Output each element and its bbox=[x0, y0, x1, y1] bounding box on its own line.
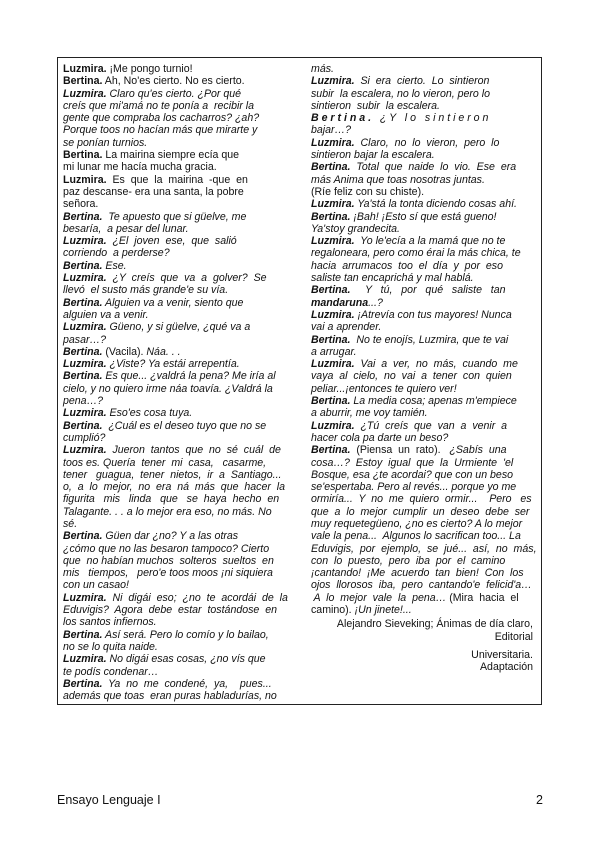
dialogue-line bbox=[63, 383, 289, 395]
dialogue-line bbox=[311, 457, 537, 469]
dialogue-line bbox=[63, 321, 289, 333]
dialogue-line bbox=[311, 260, 537, 272]
speaker-name: Bertina. bbox=[63, 259, 103, 272]
dialogue-line bbox=[311, 432, 537, 444]
speaker-name: Bertina. bbox=[63, 677, 103, 690]
dialogue-text: La media cosa; apenas m'empiece bbox=[350, 395, 517, 408]
dialogue-line bbox=[63, 653, 289, 665]
dialogue-line bbox=[311, 604, 537, 616]
dialogue-text: más Anima que toas nosotras juntas. bbox=[311, 173, 485, 186]
dialogue-text: Ya'stoy grandecita. bbox=[311, 222, 400, 235]
dialogue-line bbox=[63, 604, 289, 616]
footer-label: Ensayo Lenguaje I bbox=[57, 793, 161, 807]
dialogue-line bbox=[63, 420, 289, 432]
page-number: 2 bbox=[536, 793, 543, 807]
dialogue-line bbox=[311, 272, 537, 284]
dialogue-line bbox=[63, 235, 289, 247]
dialogue-text: cielo, y no quiero irme náa toavía. ¿Valdrá la bbox=[63, 382, 273, 395]
dialogue-line bbox=[63, 112, 289, 124]
stage-direction-text: ¡Me pongo turnio! bbox=[106, 63, 193, 75]
dialogue-line bbox=[63, 124, 289, 136]
dialogue-line bbox=[63, 174, 289, 186]
dialogue-line bbox=[63, 555, 289, 567]
dialogue-line bbox=[63, 530, 289, 542]
citation-line: Alejandro Sieveking; Ánimas de día claro, bbox=[336, 618, 533, 631]
dialogue-text: Total que naide lo vio. Ese era bbox=[350, 161, 517, 174]
dialogue-line bbox=[63, 444, 289, 456]
dialogue-line bbox=[311, 321, 537, 333]
dialogue-line bbox=[311, 518, 537, 530]
dialogue-text: a arrugar. bbox=[311, 345, 357, 358]
dialogue-text: ¡Bah! ¡Esto sí que está gueno! bbox=[350, 210, 497, 223]
dialogue-line bbox=[63, 161, 289, 173]
dialogue-line bbox=[63, 481, 289, 493]
dialogue-text: se'espertaba. Pero al revés... porque yo me bbox=[311, 481, 517, 494]
dialogue-text: ¡Atrevía con tus mayores! Nunca bbox=[354, 308, 512, 321]
dialogue-text: hacia arrumacos too el día y por eso bbox=[311, 259, 503, 272]
stage-direction-text: (Ríe feliz con su chiste). bbox=[311, 185, 425, 198]
dialogue-text: cumplió? bbox=[63, 431, 106, 444]
dialogue-text: que a lo mejor cumplir un deseo debe ser bbox=[311, 505, 530, 518]
speaker-name: Luzmira. bbox=[311, 419, 355, 432]
dialogue-text: los santos infiernos. bbox=[63, 616, 157, 629]
speaker-name: Bertina. bbox=[311, 333, 351, 346]
dialogue-text: Ya'stá la tonta diciendo cosas ahí. bbox=[354, 198, 517, 211]
dialogue-text: A lo mejor vale la pena… bbox=[311, 591, 450, 604]
dialogue-text: vale la pena... Algunos lo sacrifican too... La bbox=[311, 530, 521, 543]
dialogue-line bbox=[63, 543, 289, 555]
dialogue-text: vai a aprender. bbox=[311, 321, 382, 334]
speaker-name: Luzmira. bbox=[63, 235, 107, 248]
dialogue-line bbox=[63, 432, 289, 444]
dialogue-text: Te apuesto que si güelve, me bbox=[102, 210, 247, 223]
speaker-name: Bertina. bbox=[311, 284, 351, 297]
dialogue-text: Alguien va a venir, siento que bbox=[102, 296, 244, 309]
dialogue-line bbox=[311, 309, 537, 321]
dialogue-line bbox=[63, 63, 289, 75]
dialogue-line bbox=[63, 149, 289, 161]
dialogue-text: ¿Viste? Ya estái arrepentía. bbox=[106, 358, 240, 371]
dialogue-text: Ni digái eso; ¿no te acordái de la bbox=[106, 591, 288, 604]
dialogue-line bbox=[311, 161, 537, 173]
dialogue-line bbox=[311, 444, 537, 456]
dialogue-line bbox=[63, 198, 289, 210]
dialogue-text: ¡cantando! ¡Me acuerdo tan bien! Con los bbox=[311, 567, 524, 580]
speaker-name: Bertina. bbox=[311, 210, 351, 223]
speaker-name: Bertina. bbox=[311, 161, 351, 174]
dialogue-text: gente que compraba los cacharros? ¿ah? bbox=[63, 112, 260, 125]
dialogue-line bbox=[63, 666, 289, 678]
dialogue-text: Jueron tantos que no sé cuál de bbox=[106, 444, 281, 457]
dialogue-line bbox=[63, 678, 289, 690]
dialogue-text: Güeno, y si güelve, ¿qué va a bbox=[106, 321, 251, 334]
dialogue-line bbox=[311, 358, 537, 370]
dialogue-text: ojos llorosos iba, pero cantando'e felicid'a… bbox=[311, 579, 532, 592]
dialogue-text: a aburrir, me voy tamién. bbox=[311, 407, 428, 420]
dialogue-line bbox=[63, 616, 289, 628]
dialogue-line bbox=[311, 223, 537, 235]
dialogue-line bbox=[63, 506, 289, 518]
speaker-name: Bertina. bbox=[63, 75, 103, 88]
dialogue-text: bajar…? bbox=[311, 124, 352, 137]
dialogue-text: que no habían muchos solteros sueltos en bbox=[63, 554, 274, 567]
dialogue-line bbox=[311, 334, 537, 346]
dialogue-text: Claro, no lo vieron, pero lo bbox=[354, 136, 500, 149]
stage-direction-text: (Piensa un rato). bbox=[350, 444, 444, 457]
dialogue-text: ¿cómo que no las besaron tampoco? Cierto bbox=[63, 542, 270, 555]
speaker-name: Bertina. bbox=[311, 395, 351, 408]
dialogue-text: Eduvigis, por ejemplo, se jué... así, no más, bbox=[311, 542, 537, 555]
stage-direction-text: paz descanse- era una santa, la pobre bbox=[63, 185, 244, 198]
dialogue-line bbox=[311, 186, 537, 198]
dialogue-line bbox=[63, 395, 289, 407]
dialogue-line bbox=[63, 690, 289, 702]
dialogue-text: ormiría... Y no me quiero ormir... Pero es bbox=[311, 493, 532, 506]
speaker-name: Luzmira. bbox=[63, 173, 107, 186]
speaker-name: Bertina. bbox=[63, 628, 103, 641]
speaker-name: Luzmira. bbox=[311, 75, 355, 88]
dialogue-line bbox=[311, 469, 537, 481]
dialogue-line bbox=[63, 223, 289, 235]
dialogue-text: toos es. Quería tener mi casa, casarme, bbox=[63, 456, 267, 469]
dialogue-text: Es que... ¿valdrá la pena? Me iría al bbox=[102, 370, 276, 383]
dialogue-line bbox=[63, 358, 289, 370]
speaker-name: Luzmira. bbox=[63, 653, 107, 666]
dialogue-text: Bosque, esa ¿te acordai? que con un beso bbox=[311, 468, 514, 481]
stage-direction-text: La mairina siempre ecía que bbox=[102, 149, 240, 162]
dialogue-text: pena…? bbox=[63, 395, 104, 408]
dialogue-line bbox=[311, 124, 537, 136]
dialogue-text: Vai a ver, no más, cuando me bbox=[354, 358, 518, 371]
dialogue-line bbox=[63, 88, 289, 100]
dialogue-text: corriendo a perderse? bbox=[63, 247, 170, 260]
citation-line: Adaptación bbox=[479, 661, 533, 674]
dialogue-line bbox=[63, 247, 289, 259]
text-frame bbox=[57, 57, 542, 705]
speaker-name: Bertina. bbox=[63, 149, 103, 162]
dialogue-text: ¿ Y l o s i n t i e r o n bbox=[371, 112, 489, 125]
speaker-name: Luzmira. bbox=[63, 321, 107, 334]
dialogue-text: cosa…? Estoy igual que la Urmiente 'el bbox=[311, 456, 514, 469]
dialogue-text: peliar...¡entonces te quiero ver! bbox=[311, 382, 457, 395]
dialogue-text: más. bbox=[311, 63, 334, 75]
dialogue-text: Yo le'ecía a la mamá que no te bbox=[354, 235, 506, 248]
dialogue-line bbox=[311, 383, 537, 395]
dialogue-text: mis tiempos, pero'e toos moos ¡ni siquiera bbox=[63, 567, 273, 580]
dialogue-line bbox=[311, 149, 537, 161]
speaker-name: Bertina. bbox=[311, 444, 351, 457]
speaker-name: Luzmira. bbox=[63, 87, 107, 100]
speaker-name: Luzmira. bbox=[311, 308, 355, 321]
speaker-name: Luzmira. bbox=[311, 358, 355, 371]
dialogue-line bbox=[63, 579, 289, 591]
dialogue-text: pasar…? bbox=[63, 333, 106, 346]
dialogue-text: Y tú, por qué saliste tan bbox=[350, 284, 506, 297]
dialogue-text: se ponían turnios. bbox=[63, 136, 148, 149]
dialogue-line bbox=[311, 174, 537, 186]
dialogue-line bbox=[311, 297, 537, 309]
dialogue-line bbox=[63, 186, 289, 198]
dialogue-text: sintieron subir la escalera. bbox=[311, 99, 440, 112]
dialogue-line bbox=[63, 407, 289, 419]
dialogue-text: figurita mis linda que se haya hecho en bbox=[63, 493, 280, 506]
dialogue-line bbox=[63, 592, 289, 604]
dialogue-text: tener guagua, tener nietos, ir a Santiago... bbox=[63, 468, 282, 481]
dialogue-line bbox=[311, 137, 537, 149]
dialogue-text: creís que mi'amá no te ponía a recibir la bbox=[63, 99, 255, 112]
dialogue-line bbox=[63, 567, 289, 579]
dialogue-line bbox=[311, 247, 537, 259]
dialogue-line bbox=[311, 567, 537, 579]
dialogue-line bbox=[311, 555, 537, 567]
dialogue-line bbox=[311, 579, 537, 591]
dialogue-line bbox=[311, 481, 537, 493]
citation-line: Editorial bbox=[494, 630, 533, 643]
dialogue-line bbox=[311, 75, 537, 87]
dialogue-line bbox=[311, 395, 537, 407]
stage-direction-text: Ah, No'es cierto. No es cierto. bbox=[102, 75, 245, 88]
dialogue-text: Así será. Pero lo comío y lo bailao, bbox=[102, 628, 269, 641]
stage-direction-text: Es que la mairina -que en bbox=[106, 173, 248, 186]
dialogue-line bbox=[311, 112, 537, 124]
dialogue-line bbox=[63, 260, 289, 272]
left-column bbox=[63, 63, 289, 702]
dialogue-text: Claro qu'es cierto. ¿Por qué bbox=[106, 87, 242, 100]
dialogue-line bbox=[63, 518, 289, 530]
dialogue-line bbox=[63, 493, 289, 505]
dialogue-text: Eduvigis? Agora debe estar tostándose en bbox=[63, 604, 277, 617]
dialogue-line bbox=[63, 346, 289, 358]
speaker-name: Luzmira. bbox=[311, 235, 355, 248]
speaker-name: Bertina. bbox=[63, 210, 103, 223]
right-column bbox=[311, 63, 537, 674]
dialogue-line bbox=[311, 420, 537, 432]
dialogue-text: no se lo quita naide. bbox=[63, 640, 158, 653]
dialogue-line bbox=[63, 100, 289, 112]
speaker-name: Bertina. bbox=[63, 296, 103, 309]
dialogue-line bbox=[311, 370, 537, 382]
dialogue-text: ¿Cuál es el deseo tuyo que no se bbox=[102, 419, 267, 432]
dialogue-line bbox=[311, 211, 537, 223]
dialogue-text: con lo puesto, pero iba por el camino bbox=[311, 554, 506, 567]
dialogue-line bbox=[311, 63, 537, 75]
dialogue-text: sé. bbox=[63, 517, 78, 530]
stage-direction-text: mi lunar me hacía mucha gracia. bbox=[63, 161, 217, 174]
dialogue-line bbox=[63, 370, 289, 382]
speaker-name: Luzmira. bbox=[311, 198, 355, 211]
speaker-name: Luzmira. bbox=[63, 407, 107, 420]
dialogue-text: te podís condenar… bbox=[63, 665, 159, 678]
speaker-name: mandaruna bbox=[311, 296, 369, 309]
dialogue-text: llevó el susto más grande'e su vía. bbox=[63, 284, 229, 297]
dialogue-text: subir la escalera, no lo vieron, pero lo bbox=[311, 87, 491, 100]
dialogue-text: vaya al cielo, no vai a tener con quien bbox=[311, 370, 512, 383]
dialogue-text: sintieron bajar la escalera. bbox=[311, 149, 435, 162]
dialogue-line bbox=[63, 75, 289, 87]
dialogue-text: No digái esas cosas, ¿no vís que bbox=[106, 653, 266, 666]
dialogue-text: Ya no me condené, ya, pues... bbox=[102, 677, 272, 690]
dialogue-line bbox=[311, 407, 537, 419]
citation-line: Universitaria. bbox=[471, 648, 533, 661]
speaker-name: Bertina. bbox=[63, 530, 103, 543]
dialogue-text: Si era cierto. Lo sintieron bbox=[354, 75, 490, 88]
dialogue-text: o, a lo mejor, no era ná más que hacer la bbox=[63, 481, 285, 494]
dialogue-line bbox=[311, 493, 537, 505]
dialogue-text: ¿Tú creís que van a venir a bbox=[354, 419, 508, 432]
dialogue-line bbox=[63, 457, 289, 469]
dialogue-text: besaría, a pesar del lunar. bbox=[63, 222, 189, 235]
speaker-name: Luzmira. bbox=[63, 272, 107, 285]
dialogue-line bbox=[311, 506, 537, 518]
dialogue-text: hacer cola pa darte un beso? bbox=[311, 431, 449, 444]
dialogue-text: Talagante. . . a lo mejor era eso, no más. No bbox=[63, 505, 272, 518]
dialogue-text: regaloneara, pero como érai la más chica, te bbox=[311, 247, 521, 260]
dialogue-text: alguien va a venir. bbox=[63, 308, 149, 321]
stage-direction-text: (Mira hacia el bbox=[449, 591, 519, 604]
speaker-name: Bertina. bbox=[63, 345, 103, 358]
dialogue-line bbox=[311, 592, 537, 604]
dialogue-text: ¿El joven ese, que salió bbox=[106, 235, 237, 248]
dialogue-line bbox=[63, 211, 289, 223]
dialogue-text: muy requetegüeno, ¿no es cierto? A lo mejor bbox=[311, 517, 523, 530]
dialogue-line bbox=[63, 309, 289, 321]
speaker-name: Luzmira. bbox=[63, 358, 107, 371]
dialogue-line bbox=[311, 100, 537, 112]
stage-direction-text: camino). bbox=[311, 604, 355, 617]
speaker-name: B e r t i n a . bbox=[311, 112, 372, 125]
speaker-name: Luzmira. bbox=[63, 444, 107, 457]
dialogue-text: Ese. bbox=[102, 259, 127, 272]
dialogue-line bbox=[63, 641, 289, 653]
dialogue-line bbox=[63, 469, 289, 481]
speaker-name: Luzmira. bbox=[311, 136, 355, 149]
dialogue-line bbox=[63, 284, 289, 296]
dialogue-text: Porque toos no hacían más que mirarte y bbox=[63, 124, 258, 137]
dialogue-line bbox=[311, 543, 537, 555]
dialogue-text: Güen dar ¿no? Y a las otras bbox=[102, 530, 239, 543]
speaker-name: Bertina. bbox=[63, 370, 103, 383]
dialogue-text: además que toas eran puras habladurías, no bbox=[63, 690, 277, 703]
dialogue-line bbox=[63, 137, 289, 149]
dialogue-line bbox=[311, 235, 537, 247]
dialogue-line bbox=[311, 198, 537, 210]
dialogue-line bbox=[63, 272, 289, 284]
dialogue-line bbox=[311, 88, 537, 100]
dialogue-line bbox=[311, 346, 537, 358]
stage-direction-text: señora. bbox=[63, 198, 99, 211]
speaker-name: Luzmira. bbox=[63, 63, 107, 75]
dialogue-text: con un casao! bbox=[63, 579, 129, 592]
dialogue-text: ¿Sabís una bbox=[443, 444, 507, 457]
dialogue-text: saliste tan encaprichá y mal hablá. bbox=[311, 272, 474, 285]
dialogue-text: Eso'es cosa tuya. bbox=[106, 407, 193, 420]
dialogue-line bbox=[311, 530, 537, 542]
dialogue-text: ...? bbox=[368, 296, 383, 309]
dialogue-line bbox=[63, 629, 289, 641]
dialogue-text: No te enojís, Luzmira, que te vai bbox=[350, 333, 509, 346]
speaker-name: Luzmira. bbox=[63, 591, 107, 604]
dialogue-text: Náa. . . bbox=[146, 345, 181, 358]
speaker-name: Bertina. bbox=[63, 419, 103, 432]
stage-direction-text: (Vacila). bbox=[102, 345, 147, 358]
dialogue-text: ¡Un jinete!... bbox=[354, 604, 412, 617]
dialogue-line bbox=[63, 334, 289, 346]
dialogue-text: ¿Y creís que va a golver? Se bbox=[106, 272, 267, 285]
dialogue-line bbox=[311, 284, 537, 296]
dialogue-line bbox=[63, 297, 289, 309]
